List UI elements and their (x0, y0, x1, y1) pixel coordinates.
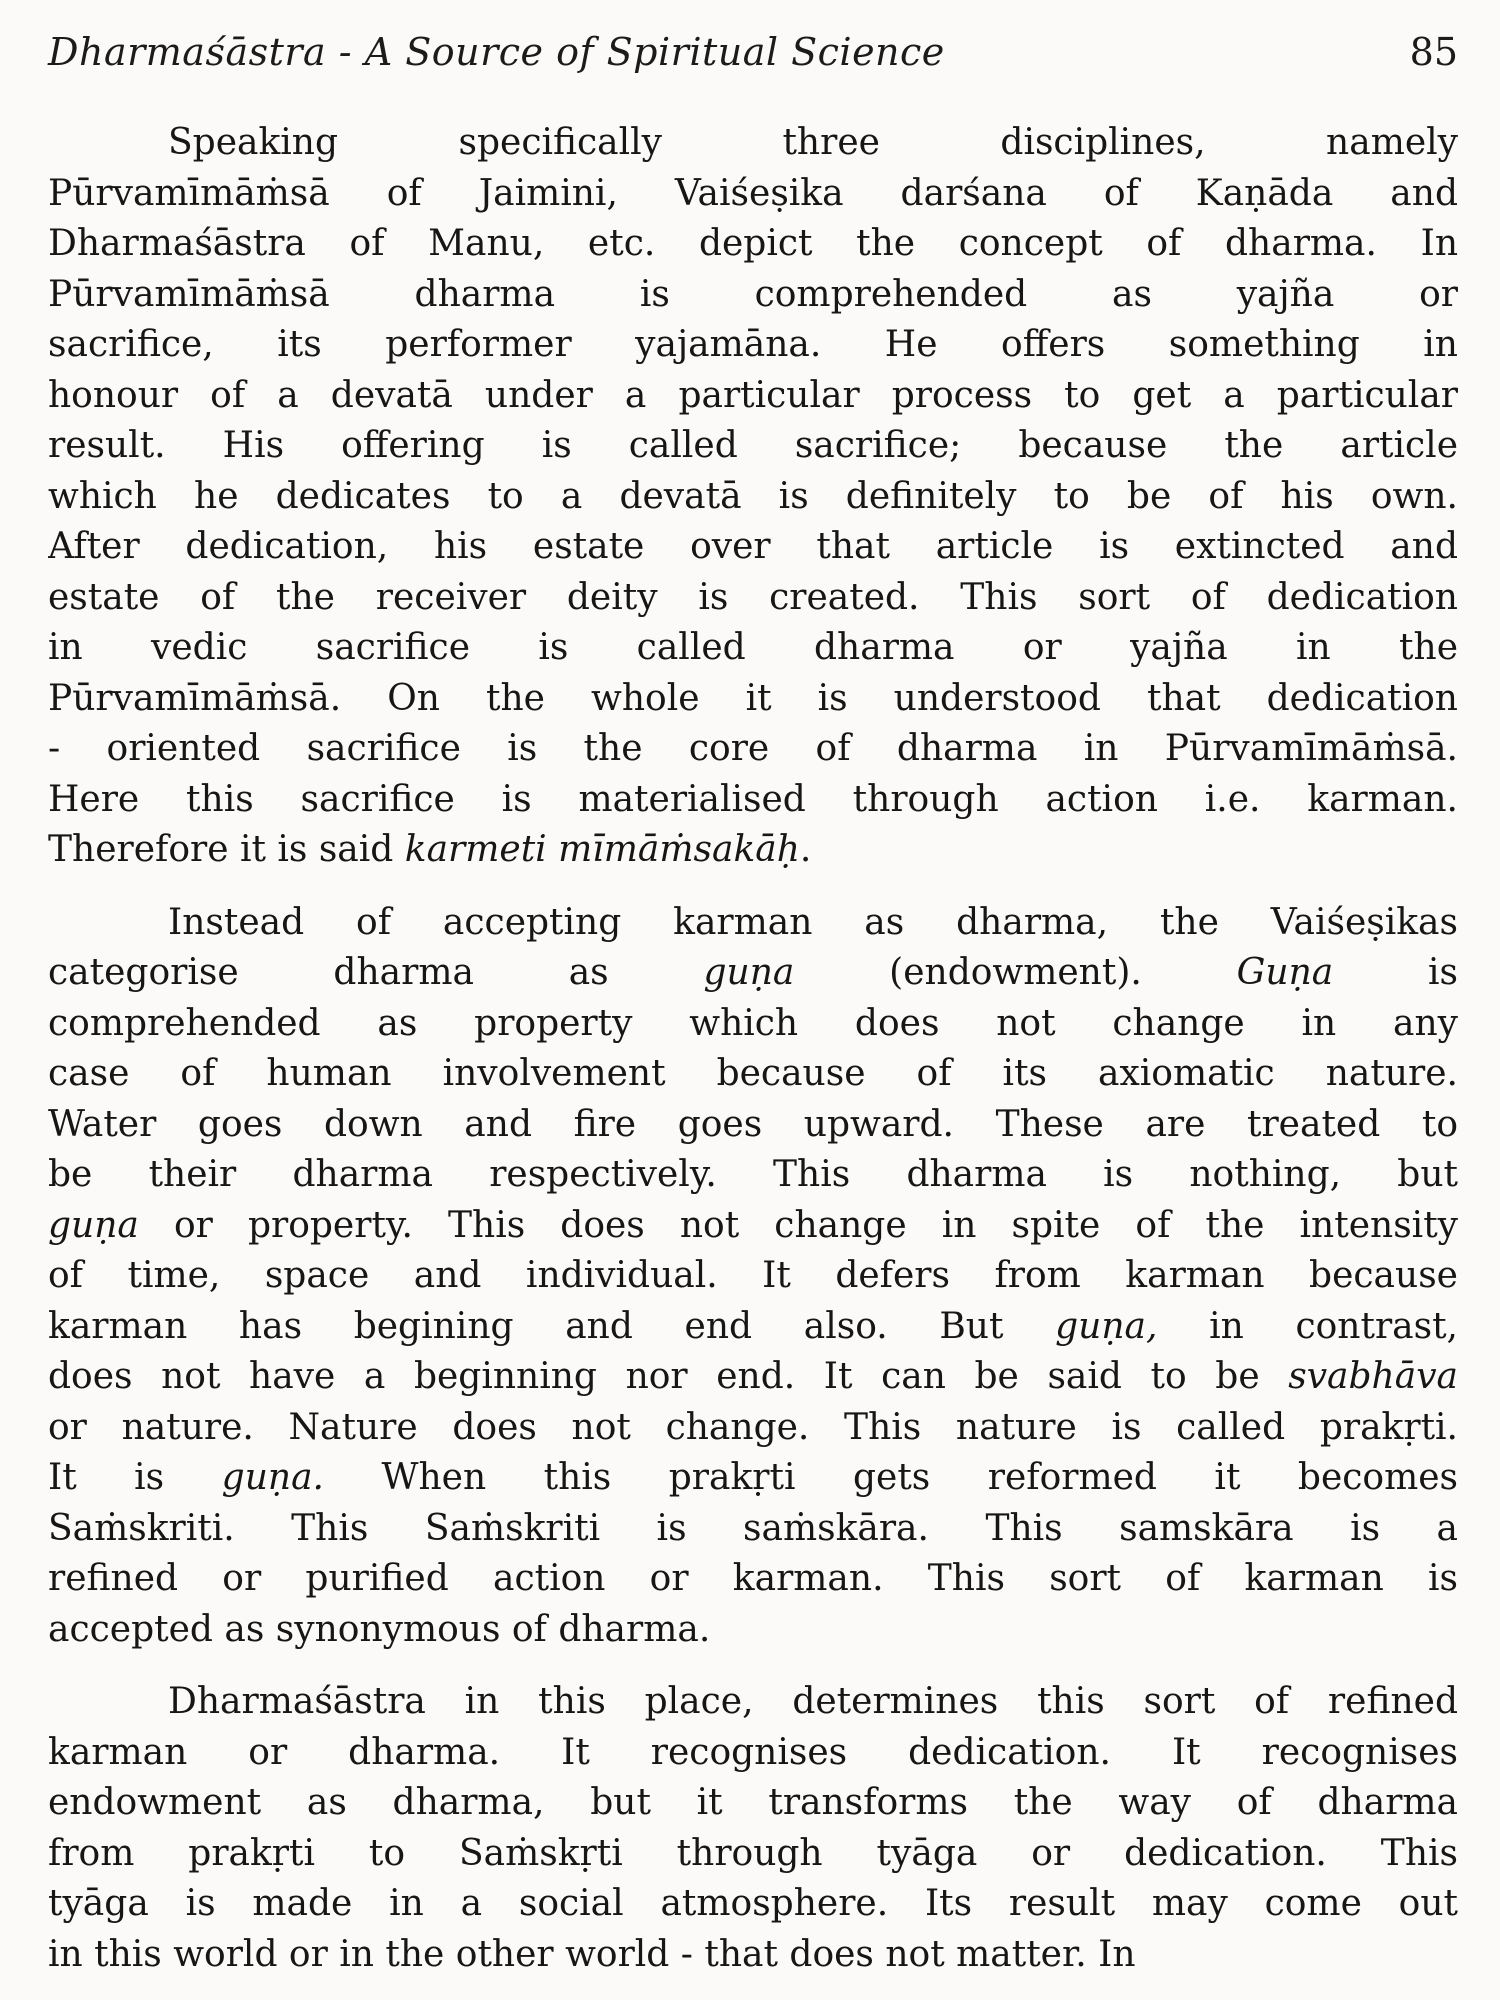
text-run: in this world or in the other world - that does not matter. In (48, 1933, 1136, 1975)
text-line (48, 421, 1458, 472)
text-line (48, 1302, 1458, 1353)
text-run: comprehended as property which does not change in any (48, 1002, 1458, 1044)
text-run: . (799, 829, 812, 870)
text-line (48, 472, 1458, 523)
text-run: sacrifice, its performer yajamāna. He offers something in (48, 324, 1458, 365)
paragraph-3 (48, 1677, 1458, 1980)
text-run: estate of the receiver deity is created. This sort of dedication (48, 576, 1458, 618)
text-run: After dedication, his estate over that article is extincted and (48, 526, 1458, 567)
text-line (48, 724, 1458, 775)
text-run: from prakṛti to Saṁskṛti through tyāga or dedication. This (48, 1832, 1458, 1874)
text-line (48, 674, 1458, 725)
text-line (48, 1879, 1458, 1930)
body-text (48, 118, 1458, 2002)
text-run: in contrast, (1157, 1305, 1458, 1347)
running-title: Dharmaśāstra - A Source of Spiritual Science (48, 30, 945, 74)
text-run: Dharmaśāstra of Manu, etc. depict the concept of dharma. In (48, 223, 1458, 264)
text-line (48, 1930, 1458, 1981)
text-line (48, 1100, 1458, 1151)
text-run: - oriented sacrifice is the core of dharma in Pūrvamīmāṁsā. (48, 728, 1458, 769)
text-run: does not have a beginning nor end. It can be said to be (48, 1356, 1289, 1397)
italic-term: Guṇa (1236, 952, 1334, 993)
text-line (48, 825, 1458, 876)
text-run: case of human involvement because of its axiomatic nature. (48, 1053, 1458, 1094)
text-line (48, 999, 1458, 1050)
text-line (48, 623, 1458, 674)
text-line (48, 1453, 1458, 1504)
paragraph-1 (48, 118, 1458, 876)
text-run: Pūrvamīmāṁsā dharma is comprehended as yajña or (48, 273, 1458, 315)
paragraph-2 (48, 898, 1458, 1656)
italic-term: guṇa (48, 1204, 139, 1246)
text-run: endowment as dharma, but it transforms the way of dharma (48, 1782, 1458, 1823)
text-run: be their dharma respectively. This dharma is nothing, but (48, 1154, 1458, 1195)
text-line (48, 169, 1458, 220)
text-run: Pūrvamīmāṁsā. On the whole it is understood that dedication (48, 677, 1458, 719)
text-line (48, 371, 1458, 422)
text-line (48, 219, 1458, 270)
text-line (48, 1049, 1458, 1100)
italic-term: guṇa. (221, 1457, 324, 1498)
text-run: karman has begining and end also. But (48, 1305, 1056, 1347)
text-line (48, 1201, 1458, 1252)
text-line (48, 1728, 1458, 1779)
italic-term: karmeti mīmāṁsakāḥ (404, 829, 800, 870)
text-run: refined or purified action or karman. This sort of karman is (48, 1558, 1458, 1599)
text-run: is (1333, 952, 1458, 993)
text-line (48, 573, 1458, 624)
text-run: honour of a devatā under a particular process to get a particular (48, 374, 1458, 416)
text-run: which he dedicates to a devatā is definitely to be of his own. (48, 475, 1458, 517)
text-run: It is (48, 1457, 222, 1498)
text-line (48, 1677, 1458, 1728)
text-run: or nature. Nature does not change. This nature is called prakṛti. (48, 1406, 1458, 1448)
text-run: Saṁskriti. This Saṁskriti is saṁskāra. This samskāra is a (48, 1507, 1458, 1549)
text-line (48, 775, 1458, 826)
text-line (48, 1150, 1458, 1201)
text-run: categorise dharma as (48, 952, 704, 993)
text-line (48, 898, 1458, 949)
text-line (48, 1778, 1458, 1829)
text-line (48, 1829, 1458, 1880)
text-line (48, 270, 1458, 321)
text-run: When this prakṛti gets reformed it becomes (323, 1457, 1458, 1498)
italic-term: guṇa (703, 952, 795, 993)
text-run: Dharmaśāstra in this place, determines this sort of refined (168, 1681, 1458, 1722)
text-run: Water goes down and fire goes upward. These are treated to (48, 1103, 1458, 1145)
text-line (48, 1251, 1458, 1302)
italic-term: guṇa, (1055, 1305, 1158, 1347)
text-run: Instead of accepting karman as dharma, the Vaiśeṣikas (168, 901, 1458, 943)
text-run: or property. This does not change in spite of the intensity (138, 1204, 1458, 1246)
text-run: Speaking specifically three disciplines, namely (168, 122, 1458, 163)
text-line (48, 118, 1458, 169)
text-line (48, 1504, 1458, 1555)
text-line (48, 1403, 1458, 1454)
text-run: (endowment). (794, 952, 1237, 993)
italic-term: svabhāva (1288, 1356, 1458, 1397)
text-line (48, 1605, 1458, 1656)
text-run: karman or dharma. It recognises dedication. It recognises (48, 1731, 1458, 1773)
text-run: in vedic sacrifice is called dharma or yajña in the (48, 627, 1458, 668)
text-run: of time, space and individual. It defers from karman because (48, 1255, 1458, 1296)
text-line (48, 522, 1458, 573)
text-run: Pūrvamīmāṁsā of Jaimini, Vaiśeṣika darśana of Kaṇāda and (48, 172, 1458, 214)
text-run: tyāga is made in a social atmosphere. Its result may come out (48, 1883, 1458, 1924)
page-number: 85 (1409, 30, 1458, 74)
text-line (48, 1554, 1458, 1605)
text-run: result. His offering is called sacrifice; because the article (48, 425, 1458, 466)
running-head (48, 22, 1458, 92)
text-line (48, 948, 1458, 999)
text-run: Here this sacrifice is materialised through action i.e. karman. (48, 778, 1458, 820)
text-line (48, 1352, 1458, 1403)
text-line (48, 320, 1458, 371)
text-run: Therefore it is said (48, 829, 405, 870)
text-run: accepted as synonymous of dharma. (48, 1608, 711, 1650)
